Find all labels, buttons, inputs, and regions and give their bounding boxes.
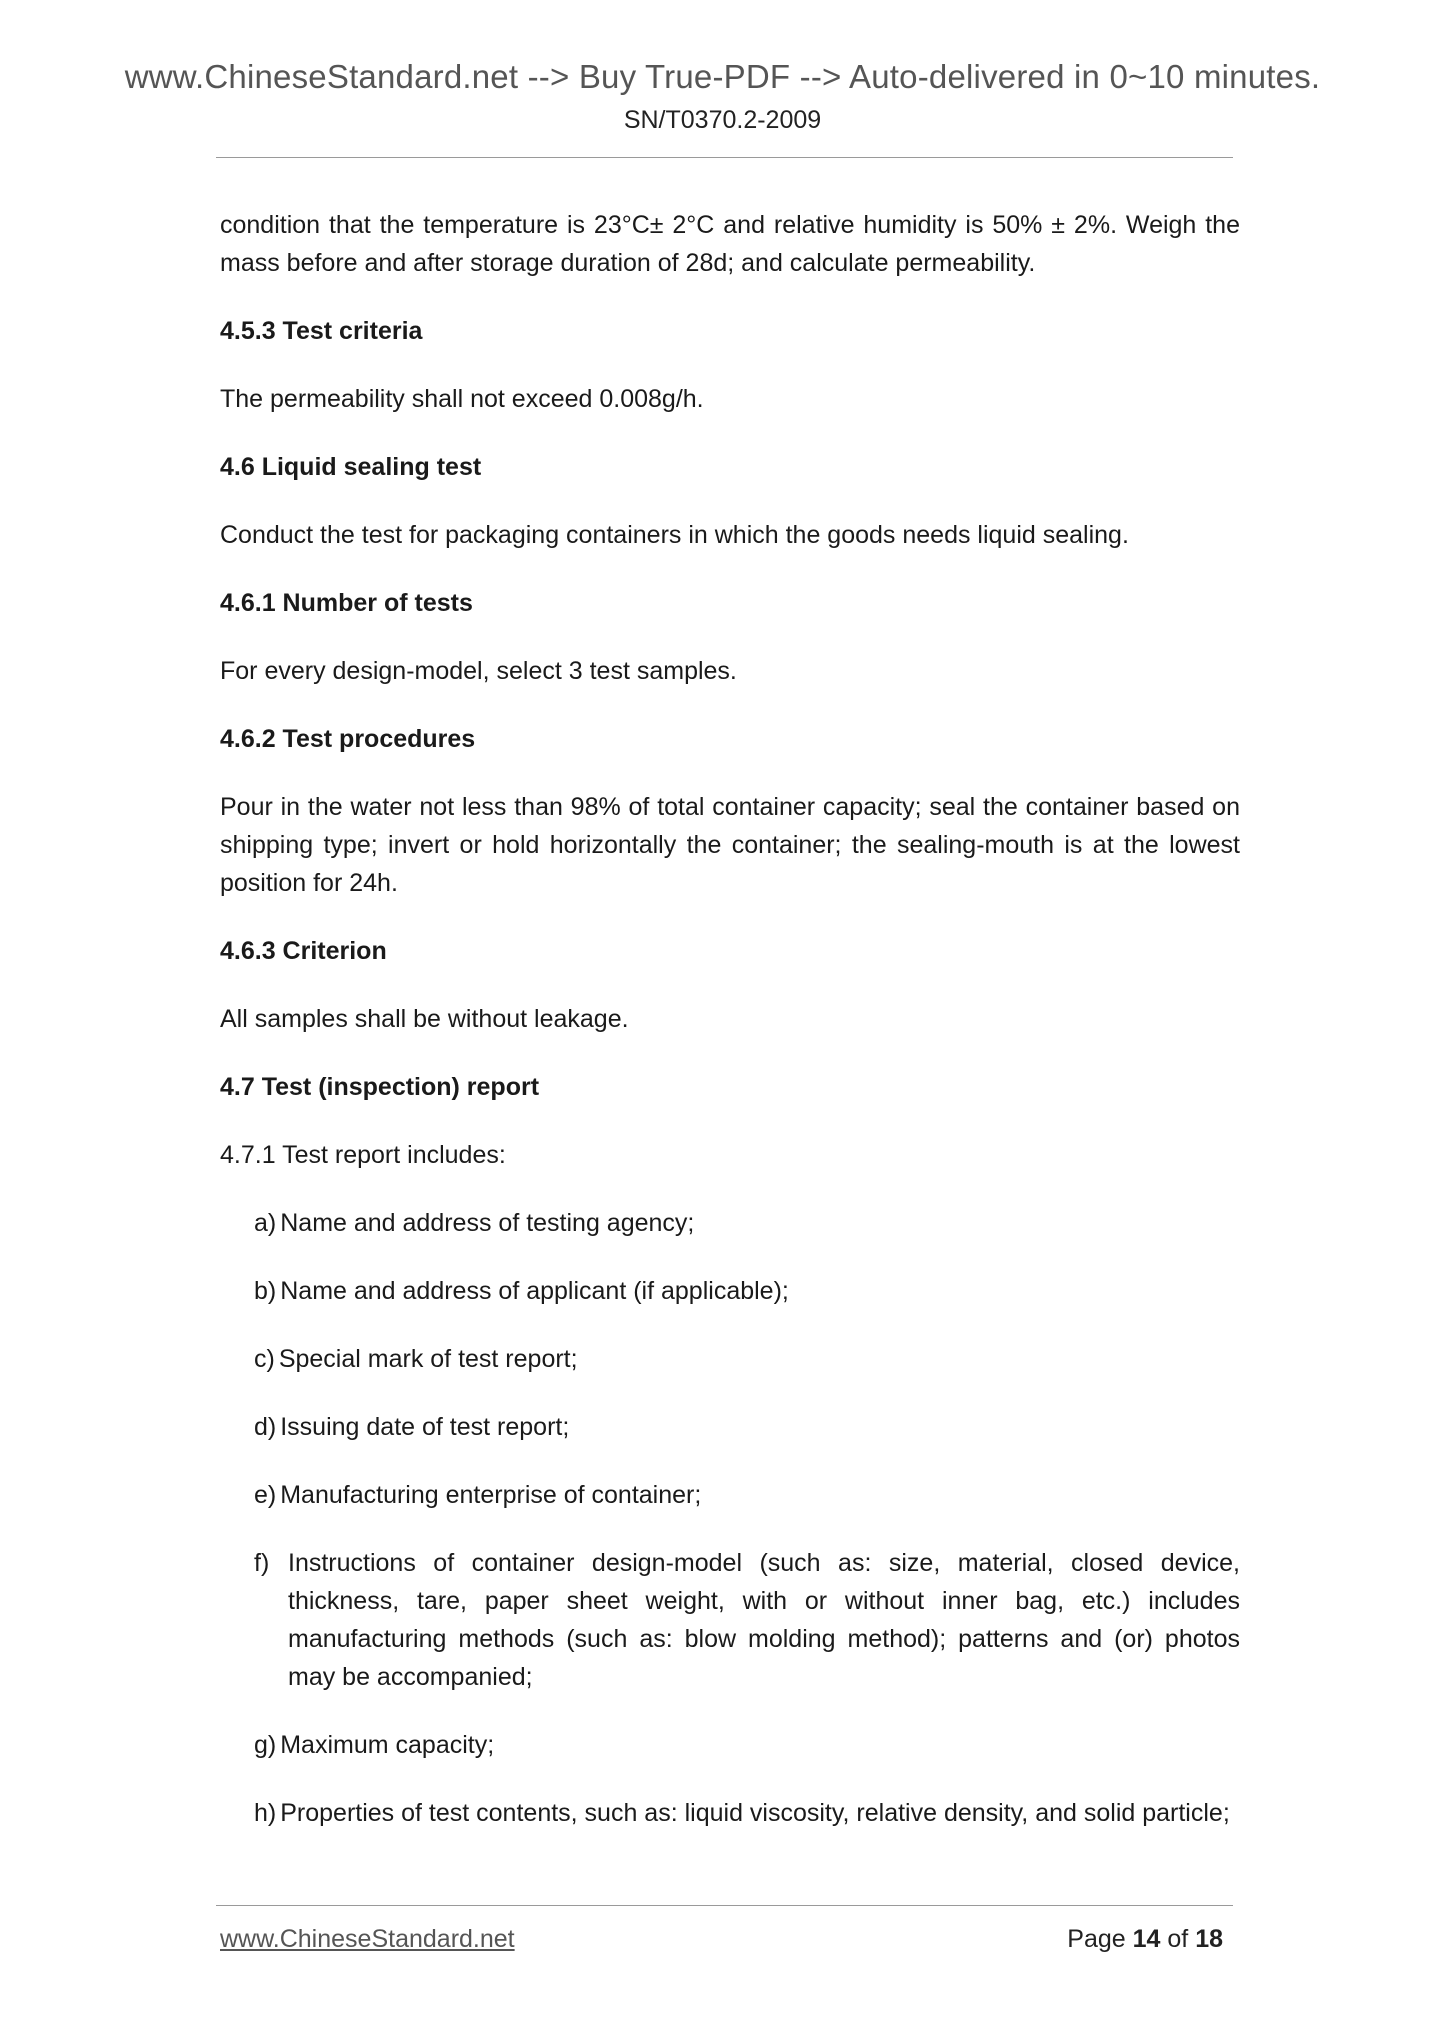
list-item	[254, 1204, 1240, 1242]
list-marker: h)	[254, 1799, 277, 1827]
list-item-text: Instructions of container design-model (such as: size, material, closed device, thickness, tare, paper sheet weight, with or without inner bag, etc.) includes manufacturing methods (such as: blow molding method); patterns and (or) photos may be accompanied;	[288, 1549, 1240, 1691]
list-item-text: Maximum capacity;	[280, 1731, 495, 1759]
list-marker: b)	[254, 1277, 277, 1305]
list-item	[254, 1408, 1240, 1446]
list-marker: e)	[254, 1481, 277, 1509]
list-item	[254, 1726, 1240, 1764]
list-item	[254, 1340, 1240, 1378]
paragraph-4-5-3: The permeability shall not exceed 0.008g/h.	[220, 385, 704, 413]
page-current: 14	[1132, 1925, 1161, 1953]
heading-4-7: 4.7 Test (inspection) report	[220, 1073, 540, 1101]
list-item	[254, 1272, 1240, 1310]
heading-4-6: 4.6 Liquid sealing test	[220, 453, 482, 481]
list-item-text: Properties of test contents, such as: liquid viscosity, relative density, and solid particle;	[280, 1799, 1230, 1827]
document-body	[220, 206, 1240, 1862]
intro-paragraph: condition that the temperature is 23°C± 2°C and relative humidity is 50% ± 2%. Weigh the mass before and after storage duration of 28d; and calculate permeability.	[220, 211, 1240, 277]
paragraph-4-6: Conduct the test for packaging containers in which the goods needs liquid sealing.	[220, 521, 1129, 549]
paragraph-4-7-1: 4.7.1 Test report includes:	[220, 1141, 506, 1169]
list-marker: d)	[254, 1413, 277, 1441]
paragraph-4-6-1: For every design-model, select 3 test samples.	[220, 657, 737, 685]
list-marker: g)	[254, 1731, 277, 1759]
list-item	[254, 1476, 1240, 1514]
heading-4-6-1: 4.6.1 Number of tests	[220, 589, 473, 617]
list-item	[254, 1544, 1240, 1696]
list-marker: f)	[254, 1549, 270, 1577]
footer-site-link[interactable]: www.ChineseStandard.net	[220, 1925, 515, 1953]
heading-4-6-3: 4.6.3 Criterion	[220, 937, 387, 965]
heading-4-5-3: 4.5.3 Test criteria	[220, 317, 423, 345]
page-number	[1067, 1925, 1223, 1954]
site-banner: www.ChineseStandard.net --> Buy True-PDF --> Auto-delivered in 0~10 minutes.	[124, 58, 1321, 95]
list-item-text: Name and address of applicant (if applicable);	[280, 1277, 789, 1305]
heading-4-6-2: 4.6.2 Test procedures	[220, 725, 476, 753]
paragraph-4-6-2: Pour in the water not less than 98% of total container capacity; seal the container based on shipping type; invert or hold horizontally the container; the sealing-mouth is at the lowest position for 24h.	[220, 793, 1240, 897]
standard-code: SN/T0370.2-2009	[623, 106, 822, 134]
header-divider	[216, 157, 1233, 158]
list-item-text: Manufacturing enterprise of container;	[280, 1481, 702, 1509]
list-marker: c)	[254, 1345, 275, 1373]
list-item	[254, 1794, 1240, 1832]
list-item-text: Special mark of test report;	[278, 1345, 578, 1373]
page-label: Page	[1067, 1925, 1126, 1953]
list-item-text: Issuing date of test report;	[280, 1413, 570, 1441]
list-marker: a)	[254, 1209, 277, 1237]
footer-divider	[216, 1905, 1233, 1906]
list-item-text: Name and address of testing agency;	[280, 1209, 695, 1237]
page-total: 18	[1195, 1925, 1223, 1953]
paragraph-4-6-3: All samples shall be without leakage.	[220, 1005, 629, 1033]
page-of: of	[1167, 1925, 1189, 1953]
